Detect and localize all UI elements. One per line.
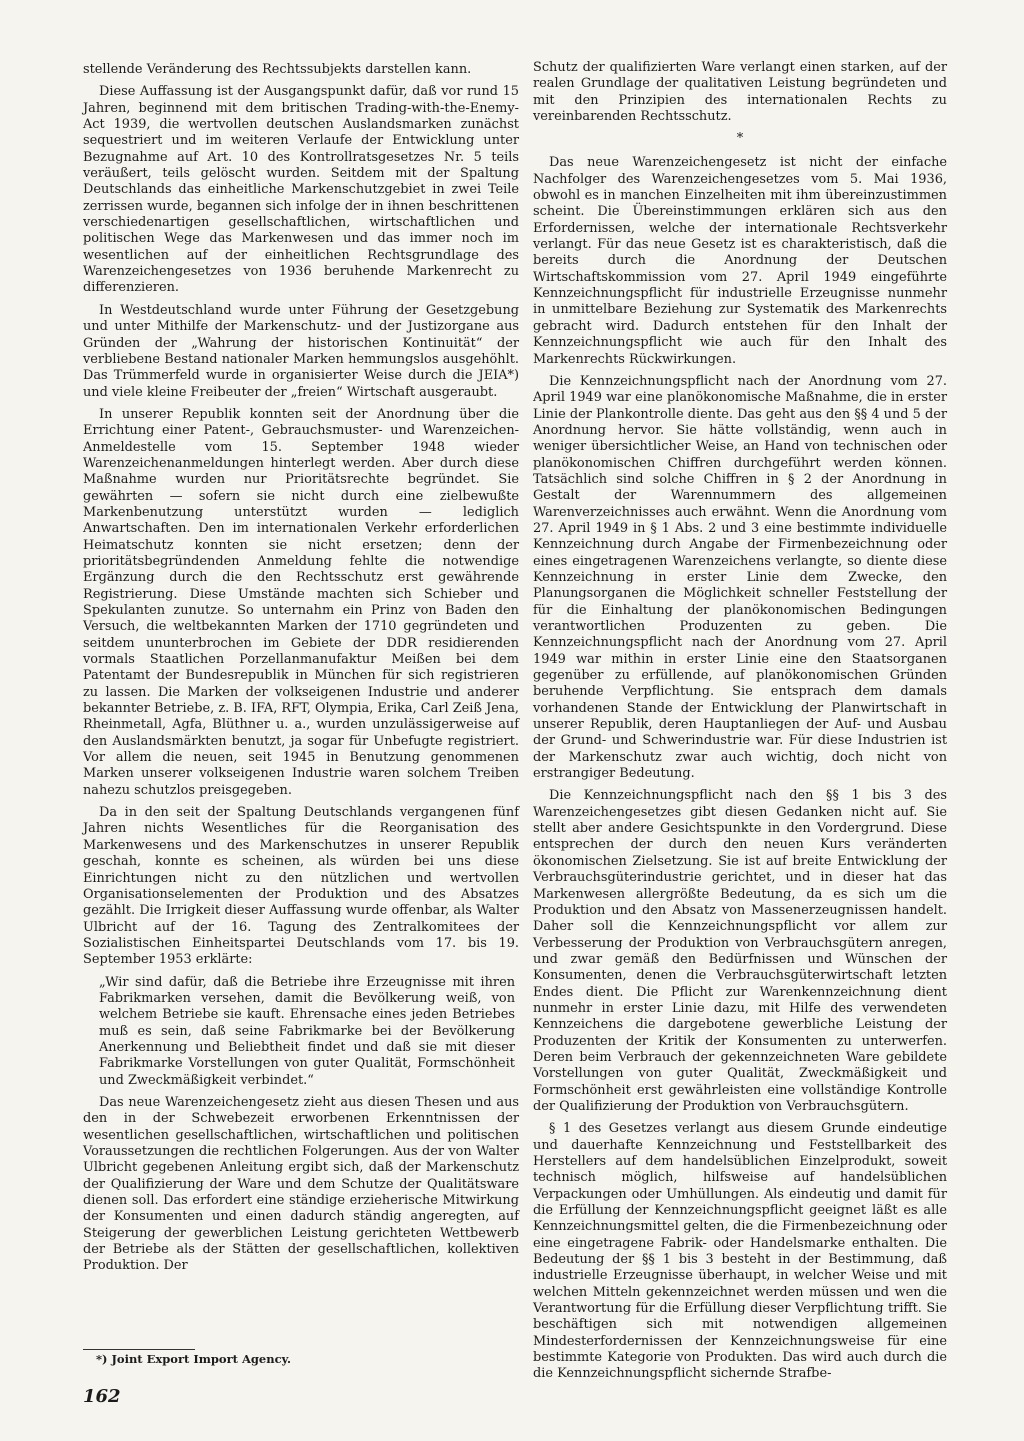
section-separator: * bbox=[736, 131, 744, 147]
footnote: *) Joint Export Import Agency. bbox=[96, 1352, 291, 1366]
paragraph: Die Kennzeichnungspflicht nach der Anordnung vom 27. April 1949 war eine planökonomische Maßnahme, die in erster Linie der Plankontrolle diente. Das geht aus den §§ 4 und 5 der Anordnung hervor. Sie hätte vollständig, wenn auch in weniger übersichtlicher Weise, an Hand von technischen oder planökonomischen Chiffren durchgeführt werden können. Tatsächlich sind solche Chiffren in § 2 der Anordnung in Gestalt der Warennummern des allgemeinen Warenverzeichnisses auch erwähnt. Wenn die Anordnung vom 27. April 1949 in § 1 Abs. 2 und 3 eine bestimmte individuelle Kennzeichnung durch Angabe der Firmenbezeichnung oder eines eingetragenen Warenzeichens verlangte, so diente diese Kennzeichnung in erster Linie dem Zwecke, den Planungsorganen die Möglichkeit schneller Feststellung der für die Einhaltung der planökonomischen Bedingungen verantwortlichen Produzenten zu geben. Die Kennzeichnungspflicht nach der Anordnung vom 27. April 1949 war mithin in erster Linie eine den Staatsorganen gegenüber zu erfüllende, auf planökonomischen Gründen beruhende Verpflichtung. Sie entsprach dem damals vorhandenen Stande der Entwicklung der Planwirtschaft in unserer Republik, deren Hauptanliegen der Auf- und Ausbau der Grund- und Schwerindustrie war. Für diese Industrien ist der Markenschutz zwar auch wichtig, doch nicht von erstrangiger Bedeutung. bbox=[533, 373, 947, 782]
paragraph: Schutz der qualifizierten Ware verlangt einen starken, auf der realen Grundlage der qualitativen Leistung begründeten und mit den Prinzipien des internationalen Rechts zu vereinbarenden Rechtsschutz. bbox=[533, 60, 947, 125]
paragraph: Das neue Warenzeichengesetz zieht aus diesen Thesen und aus den in der Schwebezeit erworbenen Erkenntnissen der wesentlichen gesellschaftlichen, wirtschaftlichen und politischen Voraussetzungen die rechtlichen Folgerungen. Aus der von Walter Ulbricht gegebenen Anleitung ergibt sich, daß der Markenschutz der Qualifizierung der Ware und dem Schutze der Qualitätsware dienen soll. Das erfordert eine ständige erzieherische Mitwirkung der Konsumenten und einen dadurch ständig angeregten, auf Steigerung der gewerblichen Leistung gerichteten Wettbewerb der Betriebe als der Stätten der gesellschaftlichen, kollektiven Produktion. Der bbox=[83, 1094, 519, 1274]
page-number: 162 bbox=[83, 1386, 121, 1407]
paragraph: In Westdeutschland wurde unter Führung der Gesetzgebung und unter Mithilfe der Markenschutz- und der Justizorgane aus Gründen der „Wahrung der historischen Kontinuität“ der verbliebene Bestand nationaler Marken hemmungslos ausgehöhlt. Das Trümmerfeld wurde in organisierter Weise durch die JEIA*) und viele kleine Freibeuter der „freien“ Wirtschaft ausgeraubt. bbox=[83, 302, 519, 400]
paragraph: Die Kennzeichnungspflicht nach den §§ 1 bis 3 des Warenzeichengesetzes gibt diesen Gedanken nicht auf. Sie stellt aber andere Gesichtspunkte in den Vordergrund. Diese entsprechen der durch den neuen Kurs veränderten ökonomischen Zielsetzung. Sie ist auf breite Entwicklung der Verbrauchsgüterindustrie gerichtet, und in dieser hat das Markenwesen allergrößte Bedeutung, da es sich um die Produktion und den Absatz von Massenerzeugnissen handelt. Daher soll die Kennzeichnungspflicht vor allem zur Verbesserung der Produktion von Verbrauchsgütern anregen, und zwar gemäß den Bedürfnissen und Wünschen der Konsumenten, denen die Verbrauchsgüterwirtschaft letzten Endes dient. Die Pflicht zur Warenkennzeichnung dient nunmehr in erster Linie dazu, mit Hilfe des verwendeten Kennzeichens die dargebotene gewerbliche Leistung der Produzenten der Kritik der Konsumenten zu unterwerfen. Deren beim Verbrauch der gekennzeichneten Ware gebildete Vorstellungen von guter Qualität, Zweckmäßigkeit und Formschönheit erst gewährleisten eine vollständige Kontrolle der Qualifizierung der Produktion von Verbrauchsgütern. bbox=[533, 788, 947, 1114]
block-quote: „Wir sind dafür, daß die Betriebe ihre Erzeugnisse mit ihren Fabrikmarken versehen, damit die Bevölkerung weiß, von welchem Betriebe sie kauft. Ehrensache eines jeden Betriebes muß es sein, daß seine Fabrikmarke bei der Bevölkerung Anerkennung und Beliebtheit findet und daß sie mit dieser Fabrikmarke Vorstellungen von guter Qualität, Formschönheit und Zweckmäßigkeit verbindet.“ bbox=[99, 974, 515, 1088]
paragraph: Diese Auffassung ist der Ausgangspunkt dafür, daß vor rund 15 Jahren, beginnend mit dem britischen Trading-with-the-Enemy-Act 1939, die wertvollen deutschen Auslandsmarken zunächst sequestriert und im weiteren Verlaufe der Entwicklung unter Bezugnahme auf Art. 10 des Kontrollratsgesetzes Nr. 5 teils veräußert, teils gelöscht wurden. Seitdem mit der Spaltung Deutschlands das einheitliche Markenschutzgebiet in zwei Teile zerrissen wurde, begannen sich infolge der in ihnen beschrittenen verschiedenartigen gesellschaftlichen, wirtschaftlichen und politischen Wege das Markenwesen und das immer noch im wesentlichen auf der einheitlichen Rechtsgrundlage des Warenzeichengesetzes von 1936 beruhende Markenrecht zu differenzieren. bbox=[83, 84, 519, 296]
footnote-rule bbox=[83, 1349, 195, 1350]
right-column bbox=[533, 60, 947, 1389]
paragraph: stellende Veränderung des Rechtssubjekts darstellen kann. bbox=[83, 62, 472, 77]
paragraph: § 1 des Gesetzes verlangt aus diesem Grunde eindeutige und dauerhafte Kennzeichnung und Feststellbarkeit des Herstellers auf dem handelsüblichen Einzelprodukt, soweit technisch möglich, hilfsweise auf handelsüblichen Verpackungen oder Umhüllungen. Als eindeutig und damit für die Erfüllung der Kennzeichnungspflicht geeignet läßt es alle Kennzeichnungsmittel gelten, die die Firmenbezeichnung oder eine eingetragene Fabrik- oder Handelsmarke enthalten. Die Bedeutung der §§ 1 bis 3 besteht in der Bestimmung, daß industrielle Erzeugnisse überhaupt, in welcher Weise und mit welchen Mitteln gekennzeichnet werden müssen und wen die Verantwortung für die Erfüllung dieser Verpflichtung trifft. Sie beschäftigen sich mit notwendigen allgemeinen Mindesterfordernissen der Kennzeichnungsweise für eine bestimmte Kategorie von Produkten. Das wird auch durch die die Kennzeichnungspflicht sichernde Strafbe- bbox=[533, 1121, 947, 1382]
paragraph: Da in den seit der Spaltung Deutschlands vergangenen fünf Jahren nichts Wesentliches für die Reorganisation des Markenwesens und des Markenschutzes in unserer Republik geschah, konnte es scheinen, als würden bei uns diese Einrichtungen nicht zu den nützlichen und wertvollen Organisationselementen der Produktion und des Absatzes gezählt. Die Irrigkeit dieser Auffassung wurde offenbar, als Walter Ulbricht auf der 16. Tagung des Zentralkomitees der Sozialistischen Einheitspartei Deutschlands vom 17. bis 19. September 1953 erklärte: bbox=[83, 805, 519, 968]
left-column bbox=[83, 62, 519, 1281]
paragraph: Das neue Warenzeichengesetz ist nicht der einfache Nachfolger des Warenzeichengesetzes vom 5. Mai 1936, obwohl es in manchen Einzelheiten mit ihm übereinzustimmen scheint. Die Übereinstimmungen erklären sich aus den Erfordernissen, welche der internationale Rechtsverkehr verlangt. Für das neue Gesetz ist es charakteristisch, daß die bereits durch die Anordnung der Deutschen Wirtschaftskommission vom 27. April 1949 eingeführte Kennzeichnungspflicht für industrielle Erzeugnisse nunmehr in unmittelbare Beziehung zur Systematik des Markenrechts gebracht wird. Dadurch entstehen für den Inhalt der Kennzeichnungspflicht wie auch für den Inhalt des Markenrechts Rückwirkungen. bbox=[533, 155, 947, 367]
paragraph: In unserer Republik konnten seit der Anordnung über die Errichtung einer Patent-, Gebrauchsmuster- und Warenzeichen-Anmeldestelle vom 15. September 1948 wieder Warenzeichenanmeldungen hinterlegt werden. Aber durch diese Maßnahme wurden nur Prioritätsrechte begründet. Sie gewährten — sofern sie nicht durch eine zielbewußte Markenbenutzung unterstützt wurden — lediglich Anwartschaften. Den im internationalen Verkehr erforderlichen Heimatschutz konnten sie nicht ersetzen; denn der prioritätsbegründenden Anmeldung fehlte die notwendige Ergänzung durch die den Rechtsschutz erst gewährende Registrierung. Diese Umstände machten sich Schieber und Spekulanten zunutze. So unternahm ein Prinz von Baden den Versuch, die weltbekannten Marken der 1710 gegründeten und seitdem ununterbrochen im Gebiete der DDR residierenden vormals Staatlichen Porzellanmanufaktur Meißen bei dem Patentamt der Bundesrepublik in München für sich registrieren zu lassen. Die Marken der volkseigenen Industrie und anderer bekannter Betriebe, z. B. IFA, RFT, Olympia, Erika, Carl Zeiß Jena, Rheinmetall, Agfa, Blüthner u. a., wurden unzulässigerweise auf den Auslandsmärkten benutzt, ja sogar für Unbefugte registriert. Vor allem die neuen, seit 1945 in Benutzung genommenen Marken unserer volkseigenen Industrie waren solchem Treiben nahezu schutzlos preisgegeben. bbox=[83, 406, 520, 798]
